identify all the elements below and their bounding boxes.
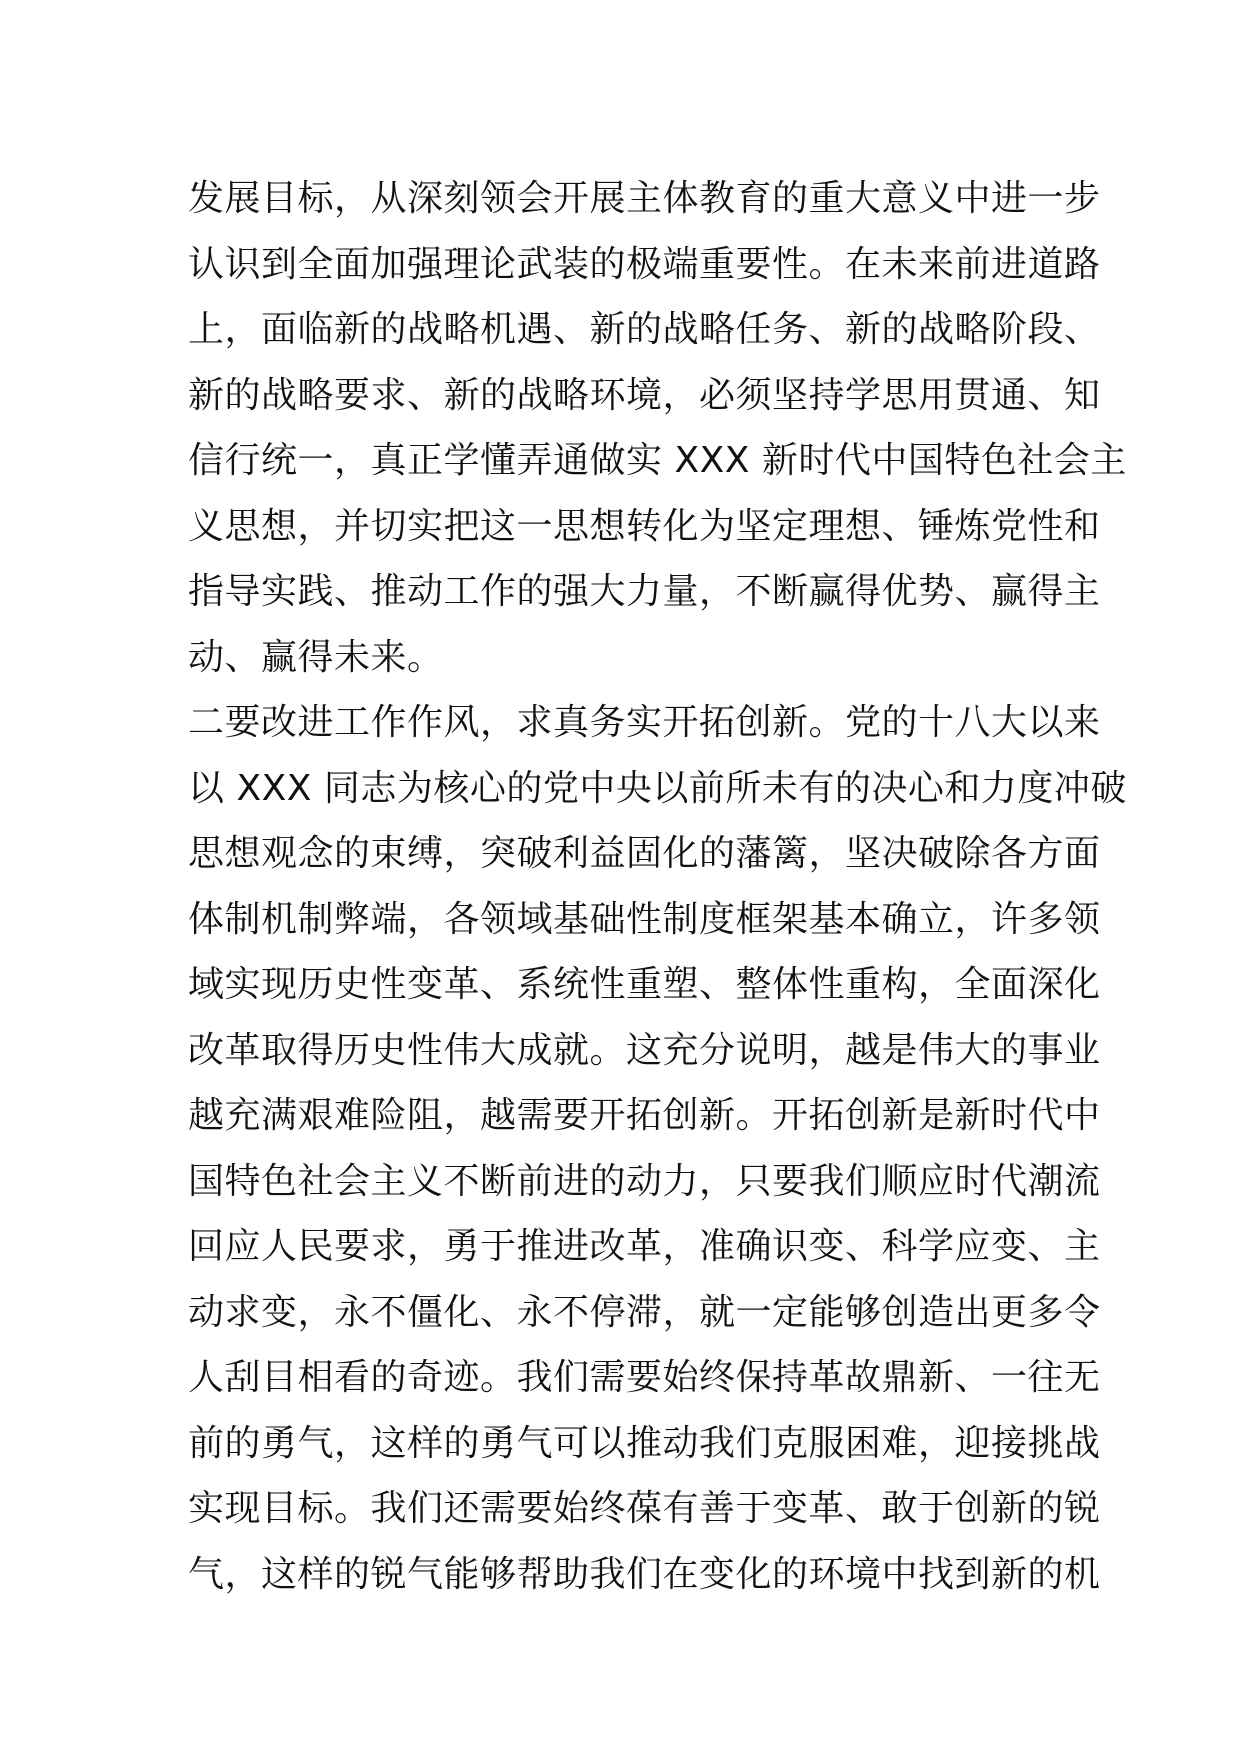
- text-line: 义思想，并切实把这一思想转化为坚定理想、锤炼党性和: [188, 505, 1101, 547]
- text-line: 上，面临新的战略机遇、新的战略任务、新的战略阶段、: [188, 309, 1101, 350]
- text-line: 动、赢得未来。: [188, 636, 444, 678]
- text-line: 动求变，永不僵化、永不停滞，就一定能够创造出更多令: [188, 1291, 1101, 1333]
- text-line: 域实现历史性变革、系统性重塑、整体性重构，全面深化: [188, 964, 1101, 1005]
- text-line: 实现目标。我们还需要始终葆有善于变革、敢于创新的锐: [188, 1488, 1101, 1529]
- text-line: 认识到全面加强理论武装的极端重要性。在未来前进道路: [188, 243, 1101, 285]
- text-line: 气，这样的锐气能够帮助我们在变化的环境中找到新的机: [188, 1553, 1101, 1595]
- text-line: 指导实践、推动工作的强大力量，不断赢得优势、赢得主: [188, 571, 1101, 612]
- text-line: 国特色社会主义不断前进的动力，只要我们顺应时代潮流: [188, 1160, 1101, 1202]
- text-line: 越充满艰难险阻，越需要开拓创新。开拓创新是新时代中: [188, 1095, 1101, 1136]
- text-line: 发展目标，从深刻领会开展主体教育的重大意义中进一步: [188, 178, 1101, 219]
- body-text: [188, 166, 1127, 1607]
- text-line: 改革取得历史性伟大成就。这充分说明，越是伟大的事业: [188, 1029, 1101, 1071]
- text-line: 信行统一，真正学懂弄通做实 XXX 新时代中国特色社会主: [188, 440, 1127, 481]
- text-line: 以 XXX 同志为核心的党中央以前所未有的决心和力度冲破: [188, 767, 1127, 809]
- text-line: 前的勇气，这样的勇气可以推动我们克服困难，迎接挑战: [188, 1422, 1101, 1464]
- text-line: 回应人民要求，勇于推进改革，准确识变、科学应变、主: [188, 1226, 1101, 1267]
- text-line: 思想观念的束缚，突破利益固化的藩篱，坚决破除各方面: [188, 833, 1101, 874]
- text-line: 体制机制弊端，各领域基础性制度框架基本确立，许多领: [188, 898, 1101, 940]
- text-line: 二要改进工作作风，求真务实开拓创新。党的十八大以来: [188, 702, 1101, 743]
- text-line: 人刮目相看的奇迹。我们需要始终保持革故鼎新、一往无: [188, 1357, 1101, 1398]
- text-line: 新的战略要求、新的战略环境，必须坚持学思用贯通、知: [188, 374, 1101, 416]
